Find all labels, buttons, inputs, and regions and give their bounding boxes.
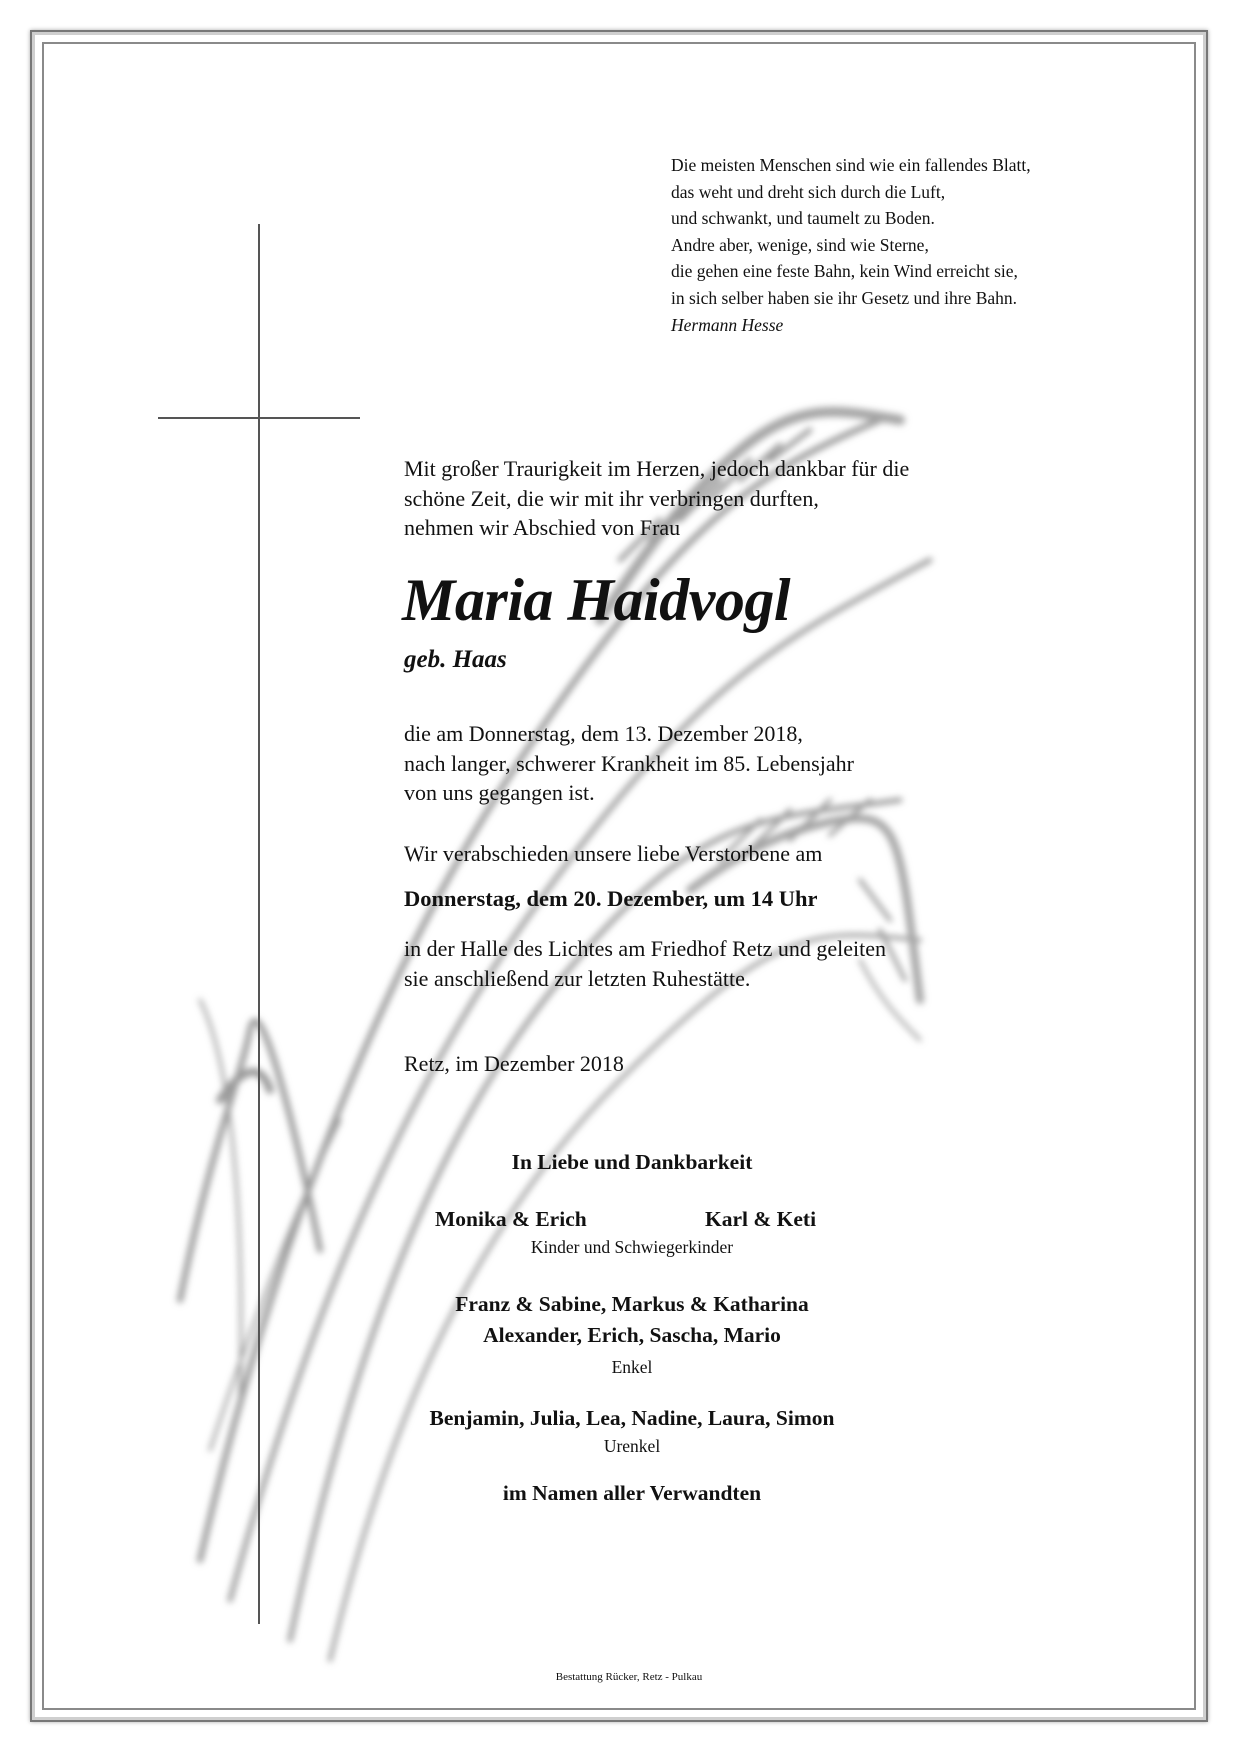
- death-line: die am Donnerstag, dem 13. Dezember 2018,: [404, 721, 803, 746]
- great-grandchildren-label: Urenkel: [603, 1436, 661, 1456]
- poem-line: und schwankt, und taumelt zu Boden.: [671, 208, 935, 229]
- grandchildren-names: Alexander, Erich, Sascha, Mario: [483, 1323, 781, 1347]
- poem-line: die gehen eine feste Bahn, kein Wind erreicht sie,: [671, 261, 1018, 282]
- grandchildren-label: Enkel: [611, 1357, 653, 1377]
- intro-line: nehmen wir Abschied von Frau: [404, 515, 681, 540]
- death-line: nach langer, schwerer Krankheit im 85. Lebensjahr: [404, 750, 854, 776]
- dateline-text: Retz, im Dezember 2018: [404, 1051, 624, 1076]
- great-grandchildren-names: Benjamin, Julia, Lea, Nadine, Laura, Simon: [429, 1406, 835, 1430]
- children-name: Monika & Erich: [435, 1207, 587, 1231]
- service-date: Donnerstag, dem 20. Dezember, um 14 Uhr: [404, 886, 818, 911]
- place-line: sie anschließend zur letzten Ruhestätte.: [404, 965, 751, 991]
- poem-line: in sich selber haben sie ihr Gesetz und ihre Bahn.: [671, 287, 1018, 308]
- children-name: Karl & Keti: [705, 1207, 817, 1231]
- death-notice: [404, 719, 1024, 808]
- poem-line: Andre aber, wenige, sind wie Sterne,: [671, 234, 929, 255]
- place-line: in der Halle des Lichtes am Friedhof Retz und geleiten: [404, 936, 887, 961]
- death-line: von uns gegangen ist.: [404, 780, 595, 805]
- dateline: [404, 1049, 1024, 1079]
- farewell-text: [404, 839, 1024, 869]
- farewell-line: Wir verabschieden unsere liebe Verstorbene am: [404, 841, 823, 866]
- service-place: [404, 934, 1024, 993]
- relatives-closing: im Namen aller Verwandten: [502, 1481, 762, 1505]
- mourners-heading: In Liebe und Dankbarkeit: [511, 1150, 753, 1174]
- grandchildren-names: Franz & Sabine, Markus & Katharina: [455, 1292, 809, 1316]
- deceased-name: Maria Haidvogl: [402, 567, 791, 633]
- intro-line: schöne Zeit, die wir mit ihr verbringen durften,: [404, 485, 819, 511]
- cross-icon-bar: [158, 417, 360, 419]
- intro-line: Mit großer Traurigkeit im Herzen, jedoch dankbar für die: [404, 456, 910, 481]
- poem-quote: [671, 152, 1091, 338]
- poem-line: Die meisten Menschen sind wie ein fallendes Blatt,: [671, 155, 1031, 175]
- cross-icon: [258, 224, 260, 1624]
- maiden-name: geb. Haas: [404, 646, 507, 673]
- children-label: Kinder und Schwiegerkinder: [530, 1237, 734, 1257]
- intro-text: [404, 454, 1024, 543]
- poem-author: Hermann Hesse: [671, 314, 784, 335]
- funeral-home-footer: Bestattung Rücker, Retz - Pulkau: [555, 1671, 703, 1683]
- poem-line: das weht und dreht sich durch die Luft,: [671, 181, 946, 202]
